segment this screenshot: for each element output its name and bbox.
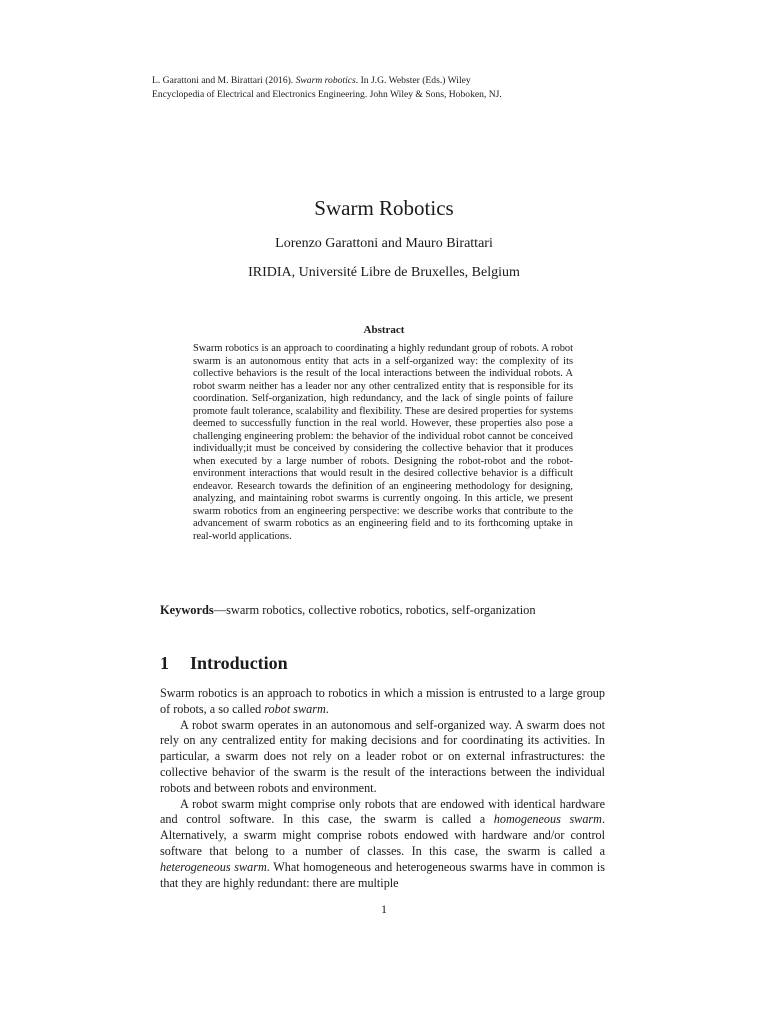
section-title: Introduction <box>190 653 288 673</box>
paragraph-1-text: Swarm robotics is an approach to robotics in which a mission is entrusted to a large group of robots, a so called <box>160 686 605 716</box>
paragraph-3-text-b: . Alternatively, a swarm might comprise robots endowed with hardware and/or control software that belong to a number of classes. In this case, the swarm is called a <box>160 812 605 858</box>
term-heterogeneous-swarm: heterogeneous swarm <box>160 859 267 874</box>
citation-authors-year: L. Garattoni and M. Birattari (2016). <box>152 75 296 86</box>
paragraph-3-text-c: . What homogeneous and heterogeneous swarms have in common is that they are highly redundant: there are multiple <box>160 859 605 890</box>
paragraph-3-text-a: A robot swarm might comprise only robots that are endowed with identical hardware and control software. In this case, the swarm is called a <box>160 796 605 827</box>
paper-authors: Lorenzo Garattoni and Mauro Birattari <box>275 236 493 251</box>
paper-title: Swarm Robotics <box>314 196 454 220</box>
section-heading <box>160 653 288 674</box>
term-homogeneous-swarm: homogeneous swarm <box>493 812 602 827</box>
abstract-heading: Abstract <box>363 324 405 336</box>
abstract-text: Swarm robotics is an approach to coordinating a highly redundant group of robots. A robot swarm is an autonomous entity that acts in a self-organized way: the complexity of its collective behaviors is the result of the local interactions between the individual robots. A robot swarm neither has a leader nor any other centralized entity that is responsible for its coordination. Self-organization, high redundancy, and the lack of single points of failure promote fault tolerance, scalability and flexibility. These are desired properties for systems deemed to successfully function in the real world. However, these properties also pose a challenging engineering problem: the behavior of the individual robot cannot be conceived individually;it must be conceived by considering the collective behavior that it produces when executed by a large number of robots. Designing the robot-robot and the robot-environment interactions that would result in the desired collective behavior is a difficult endeavor. Research towards the definition of an engineering methodology for designing, analyzing, and maintaining robot swarms is currently ongoing. In this article, we present swarm robotics from an engineering perspective: we describe works that contribute to the advancement of swarm robotics as an engineering field and to its forthcoming uptake in real-world applications. <box>193 343 573 542</box>
citation-header <box>152 74 622 101</box>
citation-editor: . In J.G. Webster (Eds.) Wiley <box>355 75 471 86</box>
citation-article-title: Swarm robotics <box>295 75 356 86</box>
keywords-dash: — <box>213 603 227 617</box>
page-number: 1 <box>381 902 387 916</box>
paragraph-1 <box>160 686 605 718</box>
paragraph-3 <box>160 797 605 892</box>
citation-line-2: Encyclopedia of Electrical and Electronics Engineering. John Wiley & Sons, Hoboken, NJ. <box>152 88 502 100</box>
paragraph-2: A robot swarm operates in an autonomous and self-organized way. A swarm does not rely on any centralized entity for making decisions and for coordinating its activities. In particular, a swarm does not rely on a leader robot or on external infrastructures: the collective behavior of the swarm is the result of the interactions between the individual robots and between robots and environment. <box>160 717 605 795</box>
intro-body <box>160 686 605 891</box>
citation-line-1 <box>152 74 622 88</box>
section-number: 1 <box>160 653 169 673</box>
keywords-label: Keywords <box>160 603 214 617</box>
keywords-list: swarm robotics, collective robotics, robotics, self-organization <box>226 603 536 617</box>
paper-affiliation: IRIDIA, Université Libre de Bruxelles, Belgium <box>248 265 520 280</box>
keywords-line <box>160 603 610 618</box>
term-robot-swarm: robot swarm <box>264 701 326 716</box>
paragraph-1-end: . <box>325 701 329 716</box>
